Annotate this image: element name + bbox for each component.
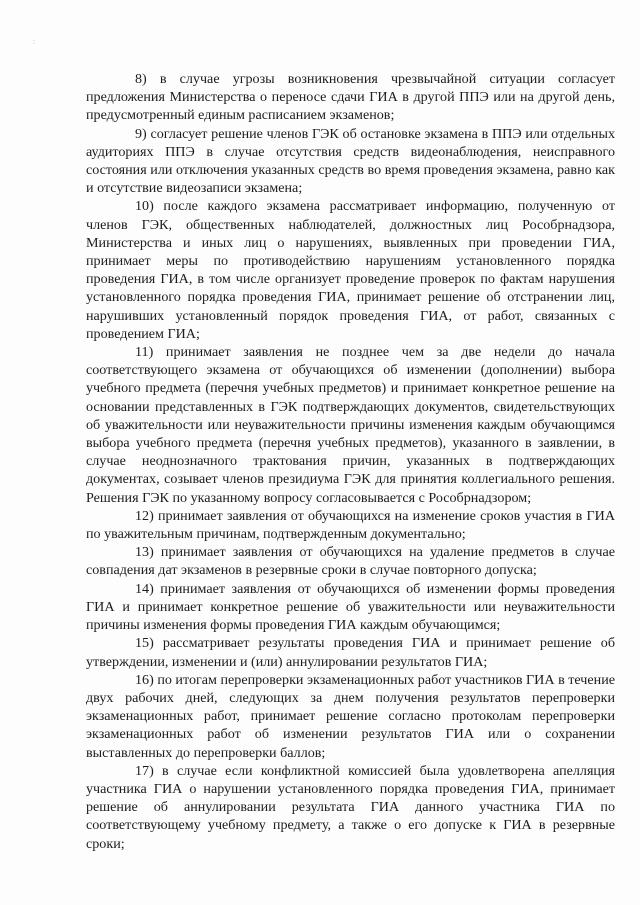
paragraph-item-8: 8) в случае угрозы возникновения чрезвычайной ситуации согласует предложения Министерства о переносе сдачи ГИА в другой ППЭ или на другой день, предусмотренный единым расписанием экзаменов;	[86, 71, 615, 124]
paragraph-item-10: 10) после каждого экзамена рассматривает информацию, полученную от членов ГЭК, общественных наблюдателей, должностных лиц Рособрнадзора, Министерства и иных лиц о нарушениях, выявленных при проведении ГИА, принимает меры по противодействию нарушениям установленного порядка проведения ГИА, в том числе организует проведение проверок по фактам нарушения установленного порядка проведения ГИА, принимает решение об отстранении лиц, нарушивших установленный порядок проведения ГИА, от работ, связанных с проведением ГИА;	[86, 198, 615, 342]
paragraph-item-9: 9) согласует решение членов ГЭК об остановке экзамена в ППЭ или отдельных аудиториях ППЭ в случае отсутствия средств видеонаблюдения, неисправного состояния или отключения указанных средств во время проведения экзамена, равно как и отсутствие видеозаписи экзамена;	[86, 125, 615, 197]
paragraph-item-13: 13) принимает заявления от обучающихся на удаление предметов в случае совпадения дат экзаменов в резервные сроки в случае повторного допуска;	[86, 544, 615, 579]
scan-artifact-mark: · ·	[33, 38, 37, 48]
paragraph-item-16: 16) по итогам перепроверки экзаменационных работ участников ГИА в течение двух рабочих дней, следующих за днем получения результатов перепроверки экзаменационных работ, принимает решение согласно протоколам перепроверки экзаменационных работ об изменении результатов ГИА или о сохранении выставленных до перепроверки баллов;	[86, 671, 615, 761]
paragraph-item-14: 14) принимает заявления от обучающихся об изменении формы проведения ГИА и принимает конкретное решение об уважительности или неуважительности причины изменения формы проведения ГИА каждым обучающимся;	[86, 580, 615, 634]
paragraph-item-12: 12) принимает заявления от обучающихся на изменение сроков участия в ГИА по уважительным причинам, подтвержденным документально;	[86, 507, 615, 543]
paragraph-item-17: 17) в случае если конфликтной комиссией была удовлетворена апелляция участника ГИА о нарушении установленного порядка проведения ГИА, принимает решение об аннулировании результата ГИА данного участника ГИА по соответствующему учебному предмету, а также о его допуске к ГИА в резервные сроки;	[86, 762, 615, 852]
paragraph-item-15: 15) рассматривает результаты проведения ГИА и принимает решение об утверждении, изменении и (или) аннулировании результатов ГИА;	[86, 635, 615, 670]
paragraph-item-11: 11) принимает заявления не позднее чем за две недели до начала соответствующего экзамена от обучающихся об изменении (дополнении) выбора учебного предмета (перечня учебных предметов) и принимает конкретное решение на основании представленных в ГЭК подтверждающих документов, свидетельствующих об уважительности или неуважительности причины изменения каждым обучающимся выбора учебного предмета (перечня учебных предметов), указанного в заявлении, в случае неоднозначного трактования причин, указанных в подтверждающих документах, созывает членов президиума ГЭК для принятия коллегиального решения. Решения ГЭК по указанному вопросу согласовывается с Рособрнадзором;	[86, 344, 615, 506]
document-body	[86, 70, 615, 853]
